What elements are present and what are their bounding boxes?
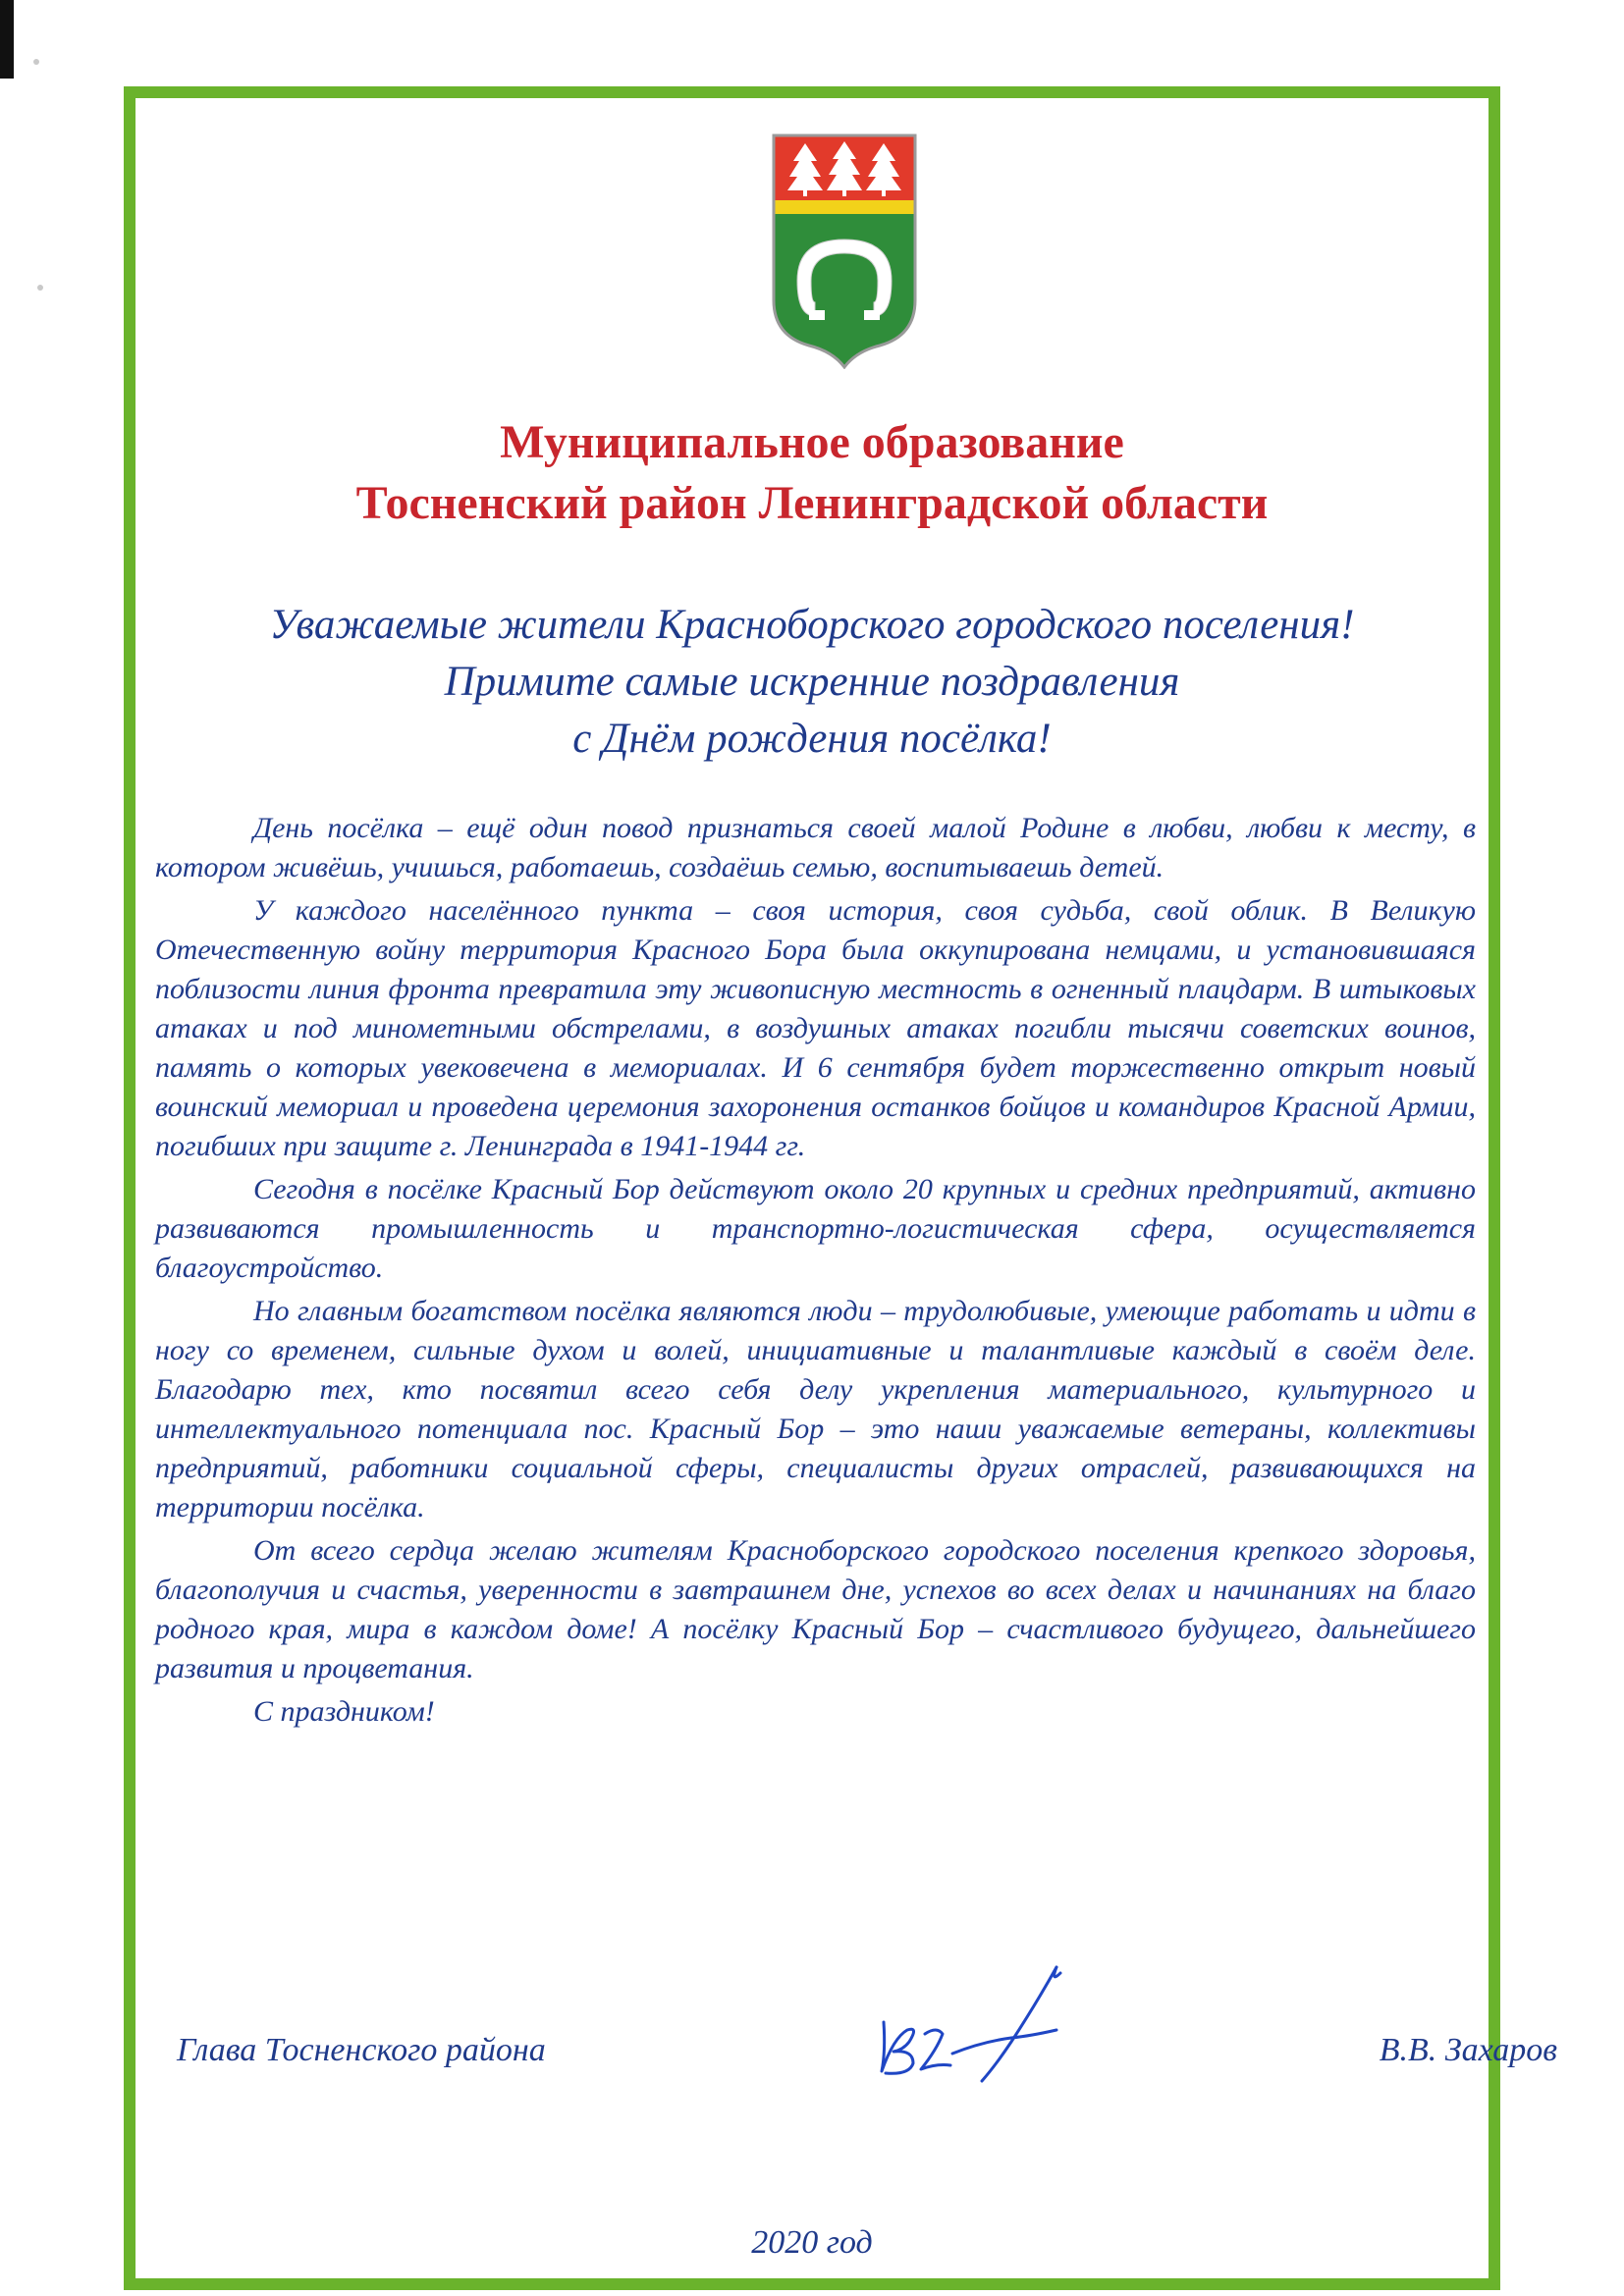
header-line-1: Муниципальное образование xyxy=(500,416,1124,468)
closing-wish: С праздником! xyxy=(253,1695,435,1728)
paragraph: День посёлка – ещё один повод признаться своей малой Родине в любви, любви к месту, в котором живёшь, учишься, работаешь, создаёшь семью, воспитываешь детей. xyxy=(155,812,1476,883)
header-line-2: Тосненский район Ленинградской области xyxy=(355,477,1269,529)
greeting-line-1: Уважаемые жители Красноборского городского поселения! xyxy=(269,602,1355,648)
paragraph: У каждого населённого пункта – своя история, своя судьба, свой облик. В Великую Отечественную войну территория Красного Бора была оккупирована немцами, и установившаяся поблизости линия фронта превратила эту живописную местность в огненный плацдарм. В штыковых атаках и под минометными обстрелами, в воздушных атаках погибли тысячи советских воинов, память о которых увековечена в мемориалах. И 6 сентября будет торжественно открыт новый воинский мемориал и проведена церемония захоронения останков бойцов и командиров Красной Армии, погибших при защите г. Ленинграда в 1941-1944 гг. xyxy=(155,894,1476,1162)
paragraph: Сегодня в посёлке Красный Бор действуют около 20 крупных и средних предприятий, активно развиваются промышленность и транспортно-логистическая сфера, осуществляется благоустройство. xyxy=(155,1173,1476,1284)
signatory-position: Глава Тосненского района xyxy=(177,2032,546,2068)
greeting-line-3: с Днём рождения посёлка! xyxy=(572,716,1052,762)
signatory-name: В.В. Захаров xyxy=(1379,2032,1557,2068)
scan-speck xyxy=(37,285,43,291)
greeting-line-2: Примите самые искренние поздравления xyxy=(444,659,1180,705)
scan-edge-artifact xyxy=(0,0,14,79)
signature-block xyxy=(177,2022,1557,2081)
greeting-block xyxy=(0,597,1624,768)
paragraph: Но главным богатством посёлка являются люди – трудолюбивые, умеющие работать и идти в ногу со временем, сильные духом и волей, инициативные и талантливые каждый в своём деле. Благодарю тех, кто посвятил всего себя делу укрепления материального, культурного и интеллектуального потенциала пос. Красный Бор – это наши уважаемые ветераны, коллективы предприятий, работники социальной сферы, специалисты других отраслей, развивающихся на территории посёлка. xyxy=(155,1295,1476,1523)
scan-speck xyxy=(33,59,39,65)
document-year: 2020 год xyxy=(751,2224,873,2261)
document-header xyxy=(0,412,1624,534)
letter-body xyxy=(155,809,1476,1735)
paragraph: От всего сердца желаю жителям Красноборского городского поселения крепкого здоровья, благополучия и счастья, уверенности в завтрашнем дне, успехов во всех делах и начинаниях на благо родного края, мира в каждом доме! А посёлку Красный Бор – счастливого будущего, дальнейшего развития и процветания. xyxy=(155,1534,1476,1684)
coat-of-arms-icon xyxy=(772,133,917,369)
